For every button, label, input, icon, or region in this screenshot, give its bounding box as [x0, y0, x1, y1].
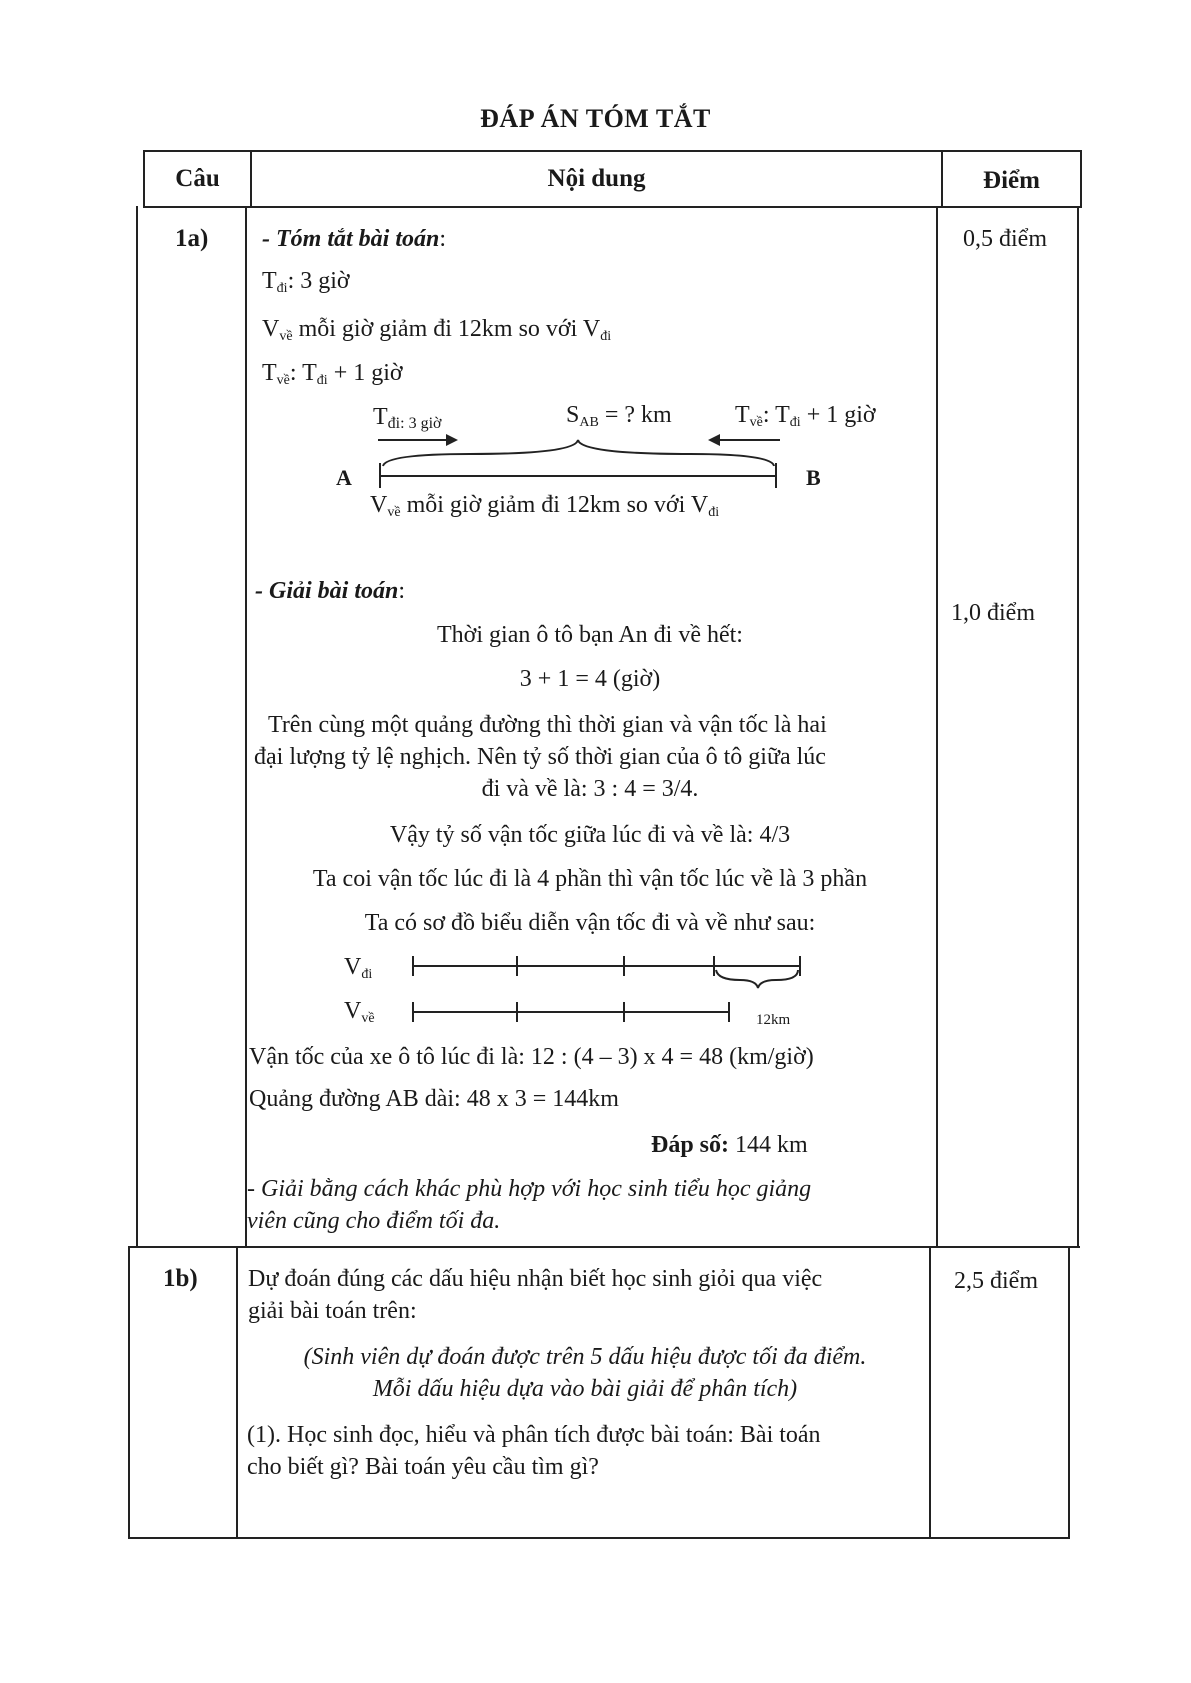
row-1b-points: 2,5 điểm: [954, 1268, 1038, 1294]
row-1b-note-1: (Sinh viên dự đoán được trên 5 dấu hiệu được tối đa điểm.: [303, 1344, 867, 1370]
row-1b-item-1b: cho biết gì? Bài toán yêu cầu tìm gì?: [247, 1454, 599, 1480]
row-1a-label: 1a): [175, 225, 209, 252]
solution-line-10: Quảng đường AB dài: 48 x 3 = 144km: [249, 1086, 619, 1112]
solution-line-9: Vận tốc của xe ô tô lúc đi là: 12 : (4 – 3) x 4 = 48 (km/giờ): [249, 1044, 814, 1070]
solution-line-7: Ta coi vận tốc lúc đi là 4 phần thì vận tốc lúc về là 3 phần: [312, 866, 868, 892]
row-1a-solution-points: 1,0 điểm: [951, 600, 1035, 626]
row-1b-label: 1b): [163, 1265, 198, 1292]
row-1a-summary-points: 0,5 điểm: [963, 226, 1047, 252]
solution-line-5: đi và về là: 3 : 4 = 3/4.: [481, 776, 699, 802]
speed-diagram-v-di: $V_{đi}$: [344, 954, 373, 982]
given-v-ve: $V_{về}$ mỗi giờ giảm đi 12km so với $V_{đi}$: [262, 316, 612, 344]
solution-note-2: viên cũng cho điểm tối đa.: [247, 1208, 501, 1234]
summary-heading: - Tóm tắt bài toán:: [262, 226, 447, 252]
solution-line-1: Thời gian ô tô bạn An đi về hết:: [437, 622, 743, 648]
solution-line-2: 3 + 1 = 4 (giờ): [519, 666, 661, 692]
diagram-point-b: B: [806, 465, 821, 490]
solution-note-1: - Giải bằng cách khác phù hợp với học sinh tiểu học giảng: [247, 1176, 812, 1202]
diagram-s-ab-label: $S_{AB}$ = ? km: [566, 402, 672, 430]
row-1b-line-2: giải bài toán trên:: [248, 1298, 417, 1324]
speed-diagram-v-ve: $V_{về}$: [344, 998, 375, 1026]
row-1b-note-2: Mỗi dấu hiệu dựa vào bài giải để phân tích): [372, 1376, 798, 1402]
header-points: Điểm: [983, 167, 1040, 194]
diagram-point-a: A: [336, 465, 352, 490]
given-t-ve: $T_{về}$: $T_{đi} + 1$ giờ: [262, 360, 403, 388]
diagram-t-ve-label: $T_{về}$: $T_{đi} + 1$ giờ: [735, 402, 876, 430]
solution-line-4: đại lượng tỷ lệ nghịch. Nên tỷ số thời gian của ô tô giữa lúc: [254, 744, 826, 770]
row-1b-line-1: Dự đoán đúng các dấu hiệu nhận biết học sinh giỏi qua việc: [248, 1266, 823, 1292]
given-t-di: $T_{đi}$: 3 giờ: [262, 268, 350, 296]
solution-line-6: Vậy tỷ số vận tốc giữa lúc đi và về là: 4/3: [389, 822, 791, 848]
header-question: Câu: [175, 165, 220, 192]
final-answer: Đáp số: 144 km: [651, 1132, 808, 1158]
diagram-t-di-label: $T_{đi: 3 giờ}$: [373, 404, 442, 432]
row-1b-item-1a: (1). Học sinh đọc, hiểu và phân tích được bài toán: Bài toán: [247, 1422, 821, 1448]
header-content: Nội dung: [547, 165, 646, 192]
speed-diagram-12km: 12km: [756, 1012, 791, 1028]
page-title: ĐÁP ÁN TÓM TẮT: [480, 104, 711, 133]
solution-line-8: Ta có sơ đồ biểu diễn vận tốc đi và về như sau:: [364, 910, 816, 936]
diagram-bottom-label: $V_{về}$ mỗi giờ giảm đi 12km so với $V_{đi}$: [370, 492, 720, 520]
v-di-brace: [716, 970, 798, 988]
solution-line-3: Trên cùng một quảng đường thì thời gian và vận tốc là hai: [268, 712, 827, 738]
solution-heading: - Giải bài toán:: [255, 578, 406, 604]
